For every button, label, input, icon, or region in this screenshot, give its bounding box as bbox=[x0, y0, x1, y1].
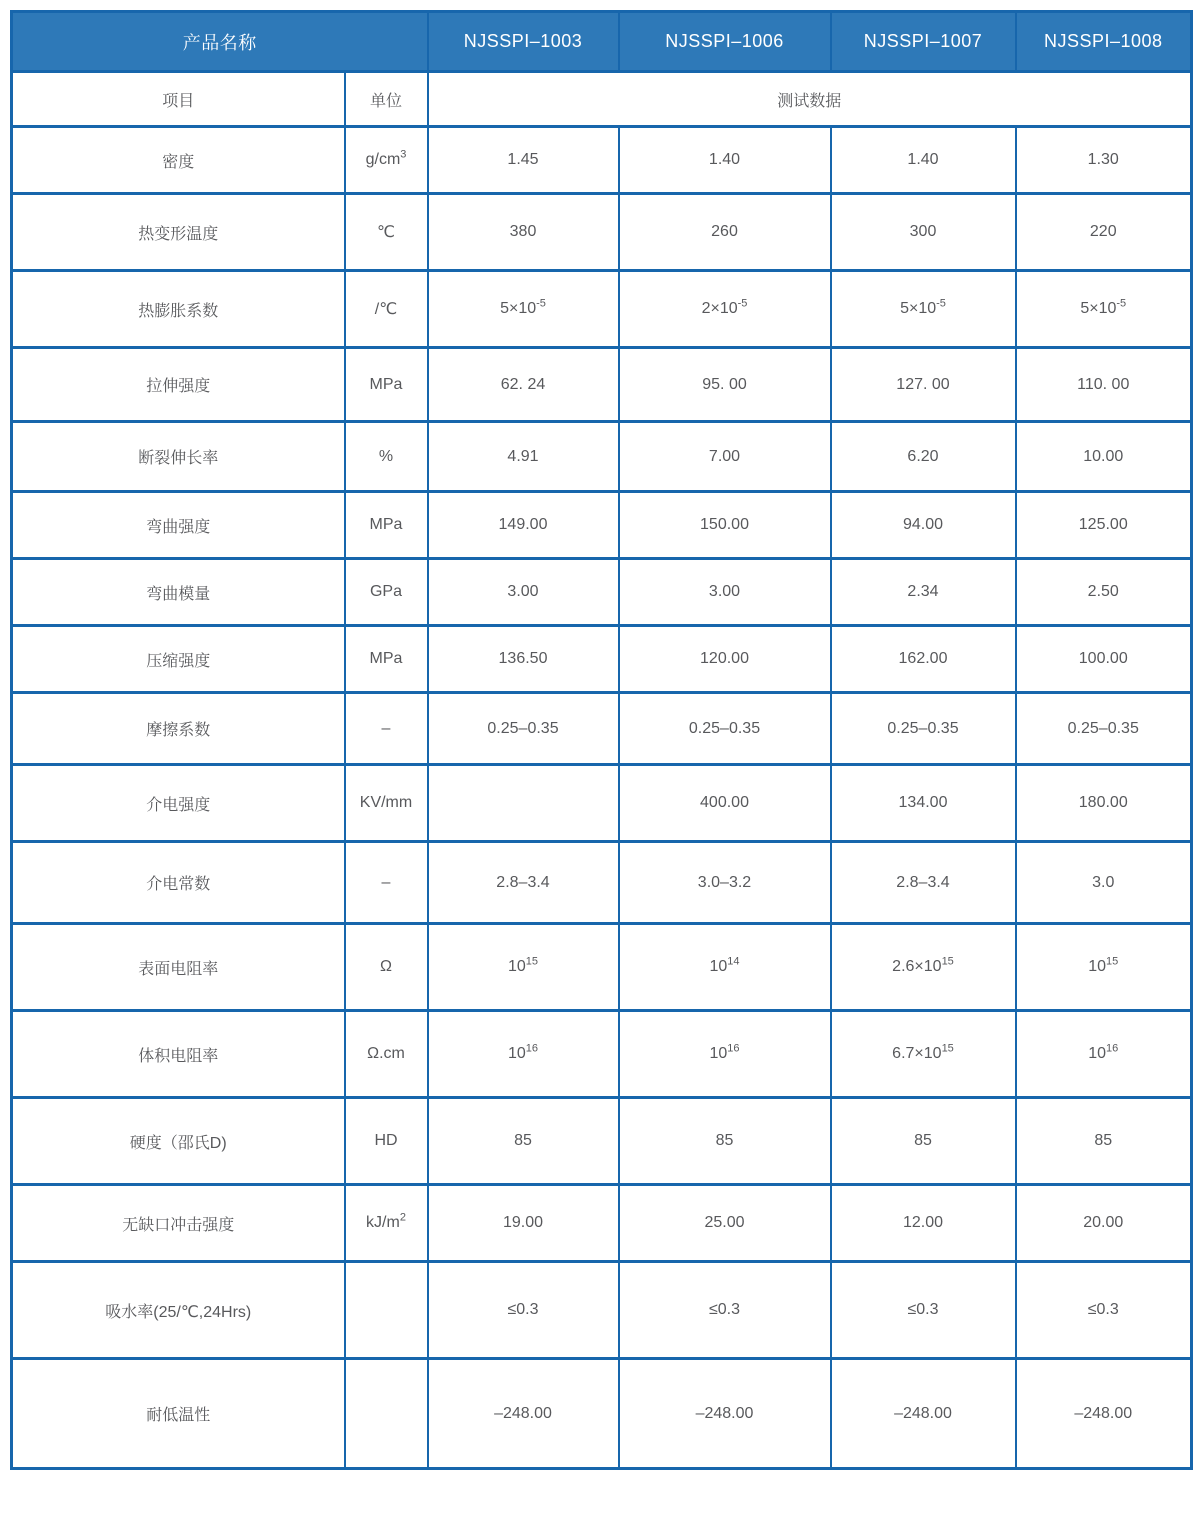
item-label: 吸水率(25/℃,24Hrs) bbox=[12, 1262, 345, 1359]
spec-row bbox=[12, 924, 1192, 1011]
spec-row bbox=[12, 765, 1192, 842]
item-label: 耐低温性 bbox=[12, 1359, 345, 1469]
value-cell: 62. 24 bbox=[428, 348, 619, 422]
item-label: 介电强度 bbox=[12, 765, 345, 842]
unit-label: Ω.cm bbox=[345, 1011, 428, 1098]
value-cell: ≤0.3 bbox=[1016, 1262, 1192, 1359]
value-cell: 400.00 bbox=[619, 765, 831, 842]
unit-label: MPa bbox=[345, 492, 428, 559]
unit-label: Ω bbox=[345, 924, 428, 1011]
value-cell: 162.00 bbox=[831, 626, 1016, 693]
item-label: 表面电阻率 bbox=[12, 924, 345, 1011]
value-cell: ≤0.3 bbox=[831, 1262, 1016, 1359]
value-cell: 125.00 bbox=[1016, 492, 1192, 559]
value-cell: 150.00 bbox=[619, 492, 831, 559]
item-column-label: 项目 bbox=[12, 72, 345, 127]
value-cell: 2.8–3.4 bbox=[831, 842, 1016, 924]
value-cell: 12.00 bbox=[831, 1185, 1016, 1262]
spec-table-body bbox=[12, 127, 1192, 1469]
value-cell: –248.00 bbox=[619, 1359, 831, 1469]
product-header-njsspi-1003: NJSSPI–1003 bbox=[428, 12, 619, 72]
value-cell: 7.00 bbox=[619, 422, 831, 492]
product-header-njsspi-1008: NJSSPI–1008 bbox=[1016, 12, 1192, 72]
product-spec-table bbox=[10, 10, 1193, 1470]
item-label: 弯曲模量 bbox=[12, 559, 345, 626]
item-label: 断裂伸长率 bbox=[12, 422, 345, 492]
value-cell: $10^{16}$ bbox=[619, 1011, 831, 1098]
value-cell bbox=[428, 765, 619, 842]
value-cell: $2.6\times 10^{15}$ bbox=[831, 924, 1016, 1011]
value-cell: 2.8–3.4 bbox=[428, 842, 619, 924]
value-cell: $10^{14}$ bbox=[619, 924, 831, 1011]
unit-label: $g/cm^3$ bbox=[345, 127, 428, 194]
value-cell: 180.00 bbox=[1016, 765, 1192, 842]
unit-label: GPa bbox=[345, 559, 428, 626]
value-cell: 300 bbox=[831, 194, 1016, 271]
spec-row bbox=[12, 492, 1192, 559]
item-label: 热膨胀系数 bbox=[12, 271, 345, 348]
unit-label: /℃ bbox=[345, 271, 428, 348]
item-label: 硬度（邵氏D) bbox=[12, 1098, 345, 1185]
value-cell: 3.0 bbox=[1016, 842, 1192, 924]
value-cell: 85 bbox=[619, 1098, 831, 1185]
value-cell: 260 bbox=[619, 194, 831, 271]
item-label: 介电常数 bbox=[12, 842, 345, 924]
value-cell: ≤0.3 bbox=[619, 1262, 831, 1359]
spec-row bbox=[12, 1262, 1192, 1359]
unit-label: $kJ/m^2$ bbox=[345, 1185, 428, 1262]
value-cell: 127. 00 bbox=[831, 348, 1016, 422]
value-cell: 3.00 bbox=[619, 559, 831, 626]
unit-label: HD bbox=[345, 1098, 428, 1185]
spec-row bbox=[12, 271, 1192, 348]
spec-row bbox=[12, 626, 1192, 693]
value-cell: 134.00 bbox=[831, 765, 1016, 842]
value-cell: $5\times 10^{-5}$ bbox=[428, 271, 619, 348]
value-cell: 1.45 bbox=[428, 127, 619, 194]
value-cell: 220 bbox=[1016, 194, 1192, 271]
value-cell: –248.00 bbox=[1016, 1359, 1192, 1469]
value-cell: 20.00 bbox=[1016, 1185, 1192, 1262]
value-cell: 100.00 bbox=[1016, 626, 1192, 693]
value-cell: 6.20 bbox=[831, 422, 1016, 492]
value-cell: –248.00 bbox=[428, 1359, 619, 1469]
subheader-row bbox=[12, 72, 1192, 127]
item-label: 压缩强度 bbox=[12, 626, 345, 693]
value-cell: $10^{15}$ bbox=[1016, 924, 1192, 1011]
value-cell: 4.91 bbox=[428, 422, 619, 492]
item-label: 摩擦系数 bbox=[12, 693, 345, 765]
value-cell: 85 bbox=[1016, 1098, 1192, 1185]
item-label: 无缺口冲击强度 bbox=[12, 1185, 345, 1262]
value-cell: 0.25–0.35 bbox=[428, 693, 619, 765]
product-name-header: 产品名称 bbox=[12, 12, 428, 72]
value-cell: 0.25–0.35 bbox=[831, 693, 1016, 765]
item-label: 弯曲强度 bbox=[12, 492, 345, 559]
item-label: 热变形温度 bbox=[12, 194, 345, 271]
unit-label: MPa bbox=[345, 348, 428, 422]
product-header-njsspi-1006: NJSSPI–1006 bbox=[619, 12, 831, 72]
value-cell: $10^{16}$ bbox=[428, 1011, 619, 1098]
value-cell: $10^{16}$ bbox=[1016, 1011, 1192, 1098]
value-cell: 95. 00 bbox=[619, 348, 831, 422]
unit-label: – bbox=[345, 693, 428, 765]
value-cell: 380 bbox=[428, 194, 619, 271]
value-cell: $5\times 10^{-5}$ bbox=[1016, 271, 1192, 348]
product-header-njsspi-1007: NJSSPI–1007 bbox=[831, 12, 1016, 72]
value-cell: 1.30 bbox=[1016, 127, 1192, 194]
value-cell: 1.40 bbox=[831, 127, 1016, 194]
unit-label: KV/mm bbox=[345, 765, 428, 842]
value-cell: 120.00 bbox=[619, 626, 831, 693]
unit-column-label: 单位 bbox=[345, 72, 428, 127]
value-cell: ≤0.3 bbox=[428, 1262, 619, 1359]
value-cell: $5\times 10^{-5}$ bbox=[831, 271, 1016, 348]
header-row bbox=[12, 12, 1192, 72]
value-cell: 19.00 bbox=[428, 1185, 619, 1262]
unit-label: MPa bbox=[345, 626, 428, 693]
value-cell: 3.00 bbox=[428, 559, 619, 626]
spec-row bbox=[12, 194, 1192, 271]
spec-row bbox=[12, 842, 1192, 924]
unit-label bbox=[345, 1262, 428, 1359]
spec-row bbox=[12, 1185, 1192, 1262]
value-cell: 3.0–3.2 bbox=[619, 842, 831, 924]
test-data-label: 测试数据 bbox=[428, 72, 1192, 127]
value-cell: 136.50 bbox=[428, 626, 619, 693]
spec-row bbox=[12, 559, 1192, 626]
value-cell: –248.00 bbox=[831, 1359, 1016, 1469]
value-cell: 85 bbox=[831, 1098, 1016, 1185]
value-cell: 94.00 bbox=[831, 492, 1016, 559]
unit-label: – bbox=[345, 842, 428, 924]
spec-row bbox=[12, 348, 1192, 422]
value-cell: 110. 00 bbox=[1016, 348, 1192, 422]
unit-label: % bbox=[345, 422, 428, 492]
value-cell: 2.34 bbox=[831, 559, 1016, 626]
value-cell: 149.00 bbox=[428, 492, 619, 559]
spec-row bbox=[12, 1359, 1192, 1469]
unit-label bbox=[345, 1359, 428, 1469]
value-cell: 0.25–0.35 bbox=[619, 693, 831, 765]
value-cell: 0.25–0.35 bbox=[1016, 693, 1192, 765]
unit-label: ℃ bbox=[345, 194, 428, 271]
value-cell: 10.00 bbox=[1016, 422, 1192, 492]
spec-row bbox=[12, 693, 1192, 765]
value-cell: $6.7\times 10^{15}$ bbox=[831, 1011, 1016, 1098]
item-label: 拉伸强度 bbox=[12, 348, 345, 422]
item-label: 密度 bbox=[12, 127, 345, 194]
value-cell: 1.40 bbox=[619, 127, 831, 194]
item-label: 体积电阻率 bbox=[12, 1011, 345, 1098]
value-cell: 85 bbox=[428, 1098, 619, 1185]
value-cell: 25.00 bbox=[619, 1185, 831, 1262]
spec-row bbox=[12, 127, 1192, 194]
spec-row bbox=[12, 1098, 1192, 1185]
spec-row bbox=[12, 1011, 1192, 1098]
value-cell: 2.50 bbox=[1016, 559, 1192, 626]
value-cell: $10^{15}$ bbox=[428, 924, 619, 1011]
value-cell: $2\times 10^{-5}$ bbox=[619, 271, 831, 348]
spec-row bbox=[12, 422, 1192, 492]
